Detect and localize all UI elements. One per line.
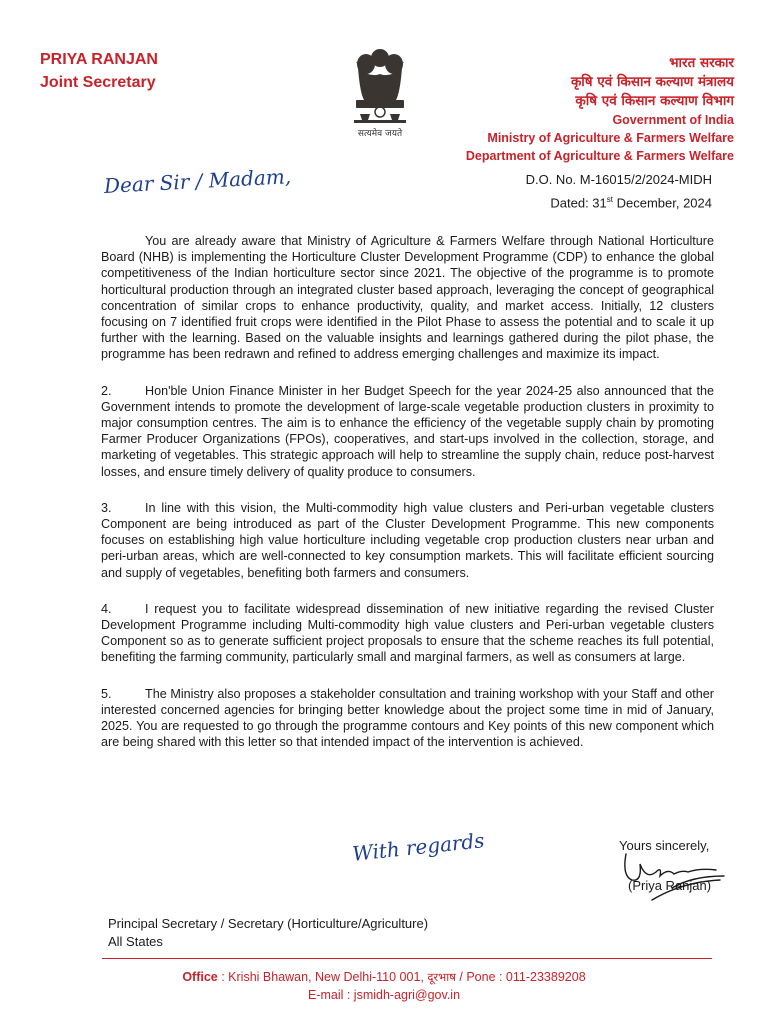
letterhead-hindi-line: भारत सरकार	[669, 55, 734, 71]
sender-designation: Joint Secretary	[40, 74, 156, 91]
footer-divider	[102, 958, 712, 959]
footer-office-line: Office : Krishi Bhawan, New Delhi-110 001, दूरभाष / Pone : 011-23389208	[182, 970, 586, 984]
letterhead-ministry: Ministry of Agriculture & Farmers Welfare	[487, 131, 734, 145]
paragraph-4: 4. I request you to facilitate widespread dissemination of new initiative regarding the revised Cluster Development Programme including Multi-commodity high value clusters and Peri-urban vegetable clusters Component so as to generate sufficient project proposals to ensure that the scheme reaches its full potential, benefiting the farming community, particularly small and marginal farmers, as well as consumers at large.	[101, 601, 714, 665]
sender-block	[40, 48, 158, 94]
paragraph-3: 3. In line with this vision, the Multi-commodity high value clusters and Peri-urban vegetable clusters Component are being introduced as part of the Cluster Development Programme. This new components focuses on establishing high value horticulture including vegetable crop production clusters near urban and peri-urban areas, which are well-connected to key consumption markets. This will facilitate efficient sourcing and supply of vegetables, benefiting both farmers and consumers.	[101, 500, 714, 580]
letter-date: Dated: 31st December, 2024	[550, 195, 712, 211]
letterhead-department: Department of Agriculture & Farmers Welfare	[465, 149, 734, 163]
letterhead-government: Government of India	[612, 113, 734, 127]
addressee-block	[108, 915, 428, 951]
signature-icon	[612, 846, 732, 906]
letterhead-hindi-line: कृषि एवं किसान कल्याण मंत्रालय	[570, 74, 734, 90]
footer	[0, 968, 768, 1004]
closing-yours-sincerely: Yours sincerely,	[619, 838, 710, 853]
paragraph-2: 2. Hon'ble Union Finance Minister in her Budget Speech for the year 2024-25 also announced that the Government intends to promote the development of large-scale vegetable production clusters in proximity to major consumption centres. The aim is to enhance the efficiency of the vegetable supply chain by promoting Farmer Producer Organizations (FPOs), cooperatives, and start-ups involved in the collection, storage, and marketing of vegetables. This strategic approach will help to streamline the supply chain, reduce post-harvest losses, and ensure timely delivery of quality produce to consumers.	[101, 383, 714, 479]
paragraph-1: You are already aware that Ministry of Agriculture & Farmers Welfare through National Horticulture Board (NHB) is implementing the Horticulture Cluster Development Programme (CDP) to enhance the global competitiveness of the Indian horticulture sector since 2021. The objective of the programme is to promote horticultural production through an integrated cluster based approach, leveraging the concept of geographical concentration of similar crops to enhance productivity, quality, and market access. Initially, 12 clusters focusing on 7 identified fruit crops were identified in the Pilot Phase to assess the potential and to scale it up further with the learning. Based on the valuable insights and learnings gathered during the pilot phase, the programme has been redrawn and refined to address emerging challenges and maximize its impact.	[101, 234, 714, 362]
sender-name: PRIYA RANJAN	[40, 51, 158, 68]
letter-body	[101, 233, 714, 770]
handwritten-regards: With regards	[351, 828, 486, 866]
emblem-motto: सत्यमेव जयते	[357, 129, 403, 139]
ministry-letterhead	[466, 54, 734, 165]
state-emblem-icon	[330, 38, 430, 138]
letterhead-hindi-line: कृषि एवं किसान कल्याण विभाग	[575, 93, 734, 109]
paragraph-5: 5. The Ministry also proposes a stakeholder consultation and training workshop with your Staff and other interested concerned agencies for bringing better knowledge about the project some time in mid of January, 2025. You are requested to go through the programme contours and Key points of this new component which are being shared with this letter so that intended impact of the intervention is achieved.	[101, 686, 714, 750]
addressee-scope: All States	[108, 934, 163, 949]
signatory-name: (Priya Ranjan)	[628, 878, 712, 893]
footer-email: E-mail : jsmidh-agri@gov.in	[307, 988, 461, 1002]
addressee-title: Principal Secretary / Secretary (Horticulture/Agriculture)	[108, 916, 429, 931]
reference-block	[526, 170, 712, 213]
do-number: D.O. No. M-16015/2/2024-MIDH	[525, 172, 712, 187]
handwritten-salutation: Dear Sir / Madam,	[103, 164, 292, 198]
